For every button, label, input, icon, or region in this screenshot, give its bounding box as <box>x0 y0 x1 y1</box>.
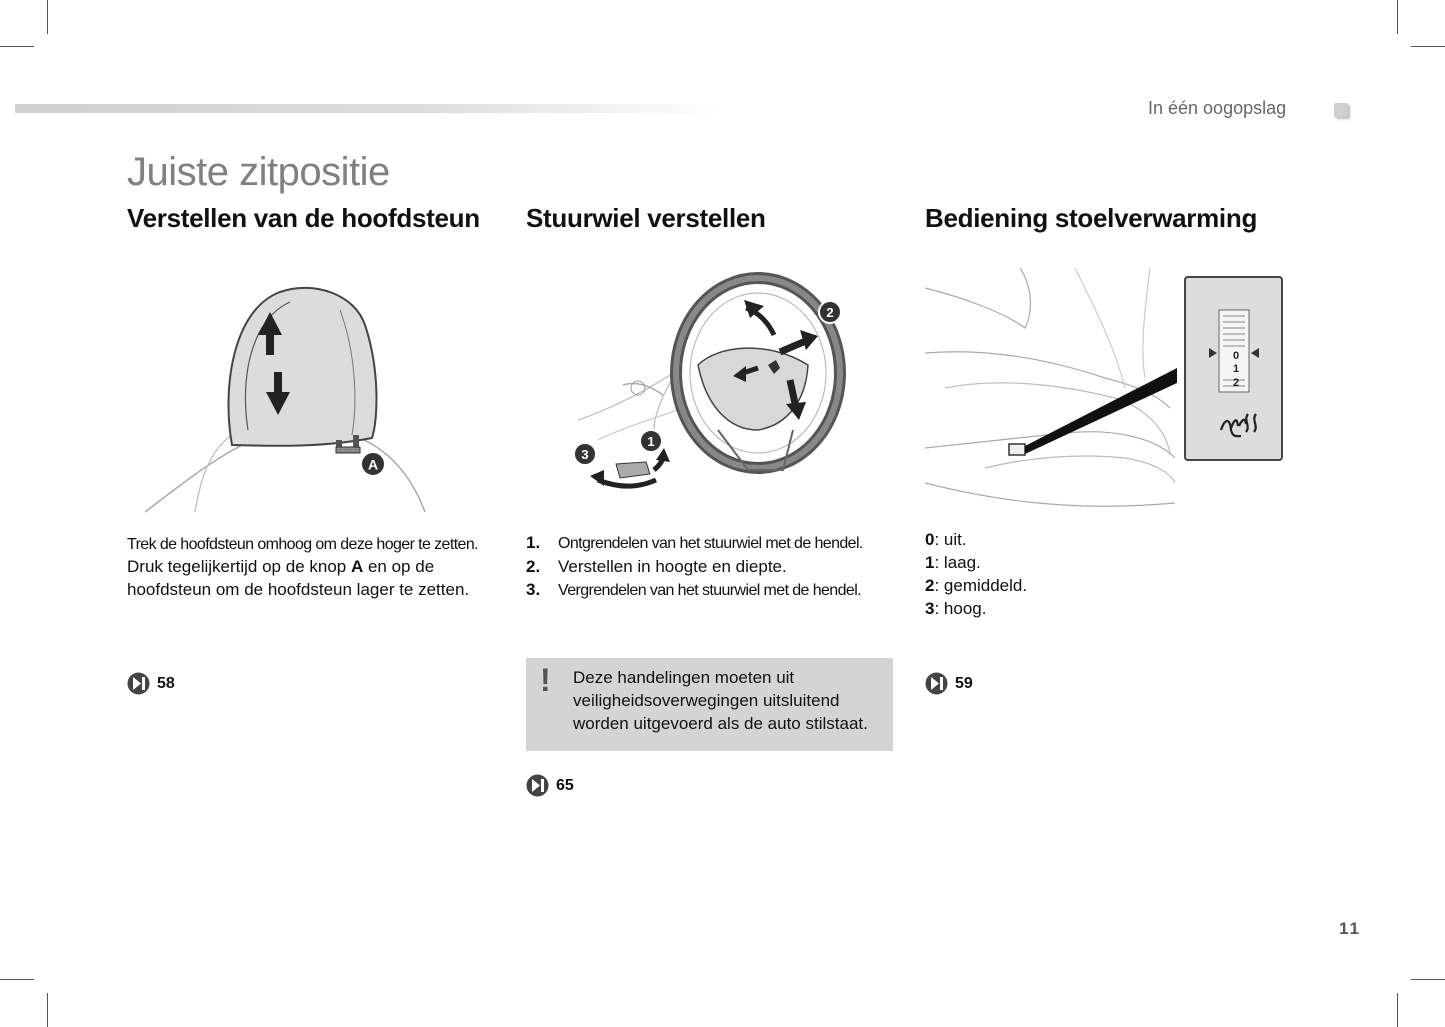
steering-page-ref[interactable]: 65 <box>526 774 574 797</box>
list-item: 1: laag. <box>925 553 981 572</box>
skip-forward-icon <box>925 672 948 695</box>
steering-title: Stuurwiel verstellen <box>526 203 766 233</box>
svg-text:1: 1 <box>647 434 655 449</box>
headrest-illustration <box>140 280 440 520</box>
callout-3 <box>574 443 596 465</box>
button-a-reference: A <box>350 557 364 576</box>
list-item: 0: uit. <box>925 530 967 549</box>
section-label: In één oogopslag <box>1148 98 1287 118</box>
crop-mark <box>1397 0 1398 34</box>
svg-text:1: 1 <box>1232 363 1240 375</box>
crop-mark <box>1411 46 1445 47</box>
warning-box <box>526 658 893 751</box>
list-item: 1. Ontgrendelen van het stuurwiel met de hendel. <box>526 533 863 552</box>
crop-mark <box>1411 979 1445 980</box>
page-title: Juiste zitpositie <box>127 150 390 194</box>
list-item: 3: hoog. <box>925 599 987 618</box>
callout-2 <box>819 301 841 323</box>
callout-1 <box>640 430 662 452</box>
list-item: 2: gemiddeld. <box>925 576 1028 595</box>
headrest-paragraph-1: Trek de hoofdsteun omhoog om deze hoger te zetten. <box>127 536 478 553</box>
list-item: 3. Vergrendelen van het stuurwiel met de hendel. <box>526 580 861 599</box>
heating-levels-list <box>925 528 1027 620</box>
svg-text:A: A <box>367 456 379 473</box>
svg-text:3: 3 <box>581 447 589 462</box>
list-item: 2. Verstellen in hoogte en diepte. <box>526 557 787 576</box>
steering-wheel-illustration <box>568 270 853 500</box>
skip-forward-icon <box>127 672 150 695</box>
exclamation-icon: ! <box>540 662 551 698</box>
steering-steps-list <box>526 531 906 602</box>
svg-text:2: 2 <box>826 305 834 320</box>
seat-heating-page-ref[interactable]: 59 <box>925 672 973 695</box>
headrest-paragraph-2: Druk tegelijkertijd op de knop A en op de hoofdsteun om de hoofdsteun lager te zetten. <box>127 557 470 599</box>
warning-text: Deze handelingen moeten uit veiligheidsoverwegingen uitsluitend worden uitgevoerd als de auto stilstaat. <box>573 668 868 733</box>
headrest-title: Verstellen van de hoofdsteun <box>127 203 480 233</box>
callout-a <box>361 452 385 476</box>
skip-forward-icon <box>526 774 549 797</box>
headrest-page-ref[interactable]: 58 <box>127 672 175 695</box>
page-number: 11 <box>1339 919 1361 938</box>
crop-mark <box>0 979 34 980</box>
seat-heating-illustration <box>925 268 1290 518</box>
crop-mark <box>1397 993 1398 1027</box>
crop-mark <box>47 0 48 34</box>
svg-text:2: 2 <box>1232 377 1240 389</box>
square-marker-icon <box>1334 103 1348 117</box>
crop-mark <box>47 993 48 1027</box>
header-bar <box>15 104 720 113</box>
seat-heating-title: Bediening stoelverwarming <box>925 203 1258 233</box>
crop-mark <box>0 46 34 47</box>
svg-text:0: 0 <box>1232 350 1240 362</box>
